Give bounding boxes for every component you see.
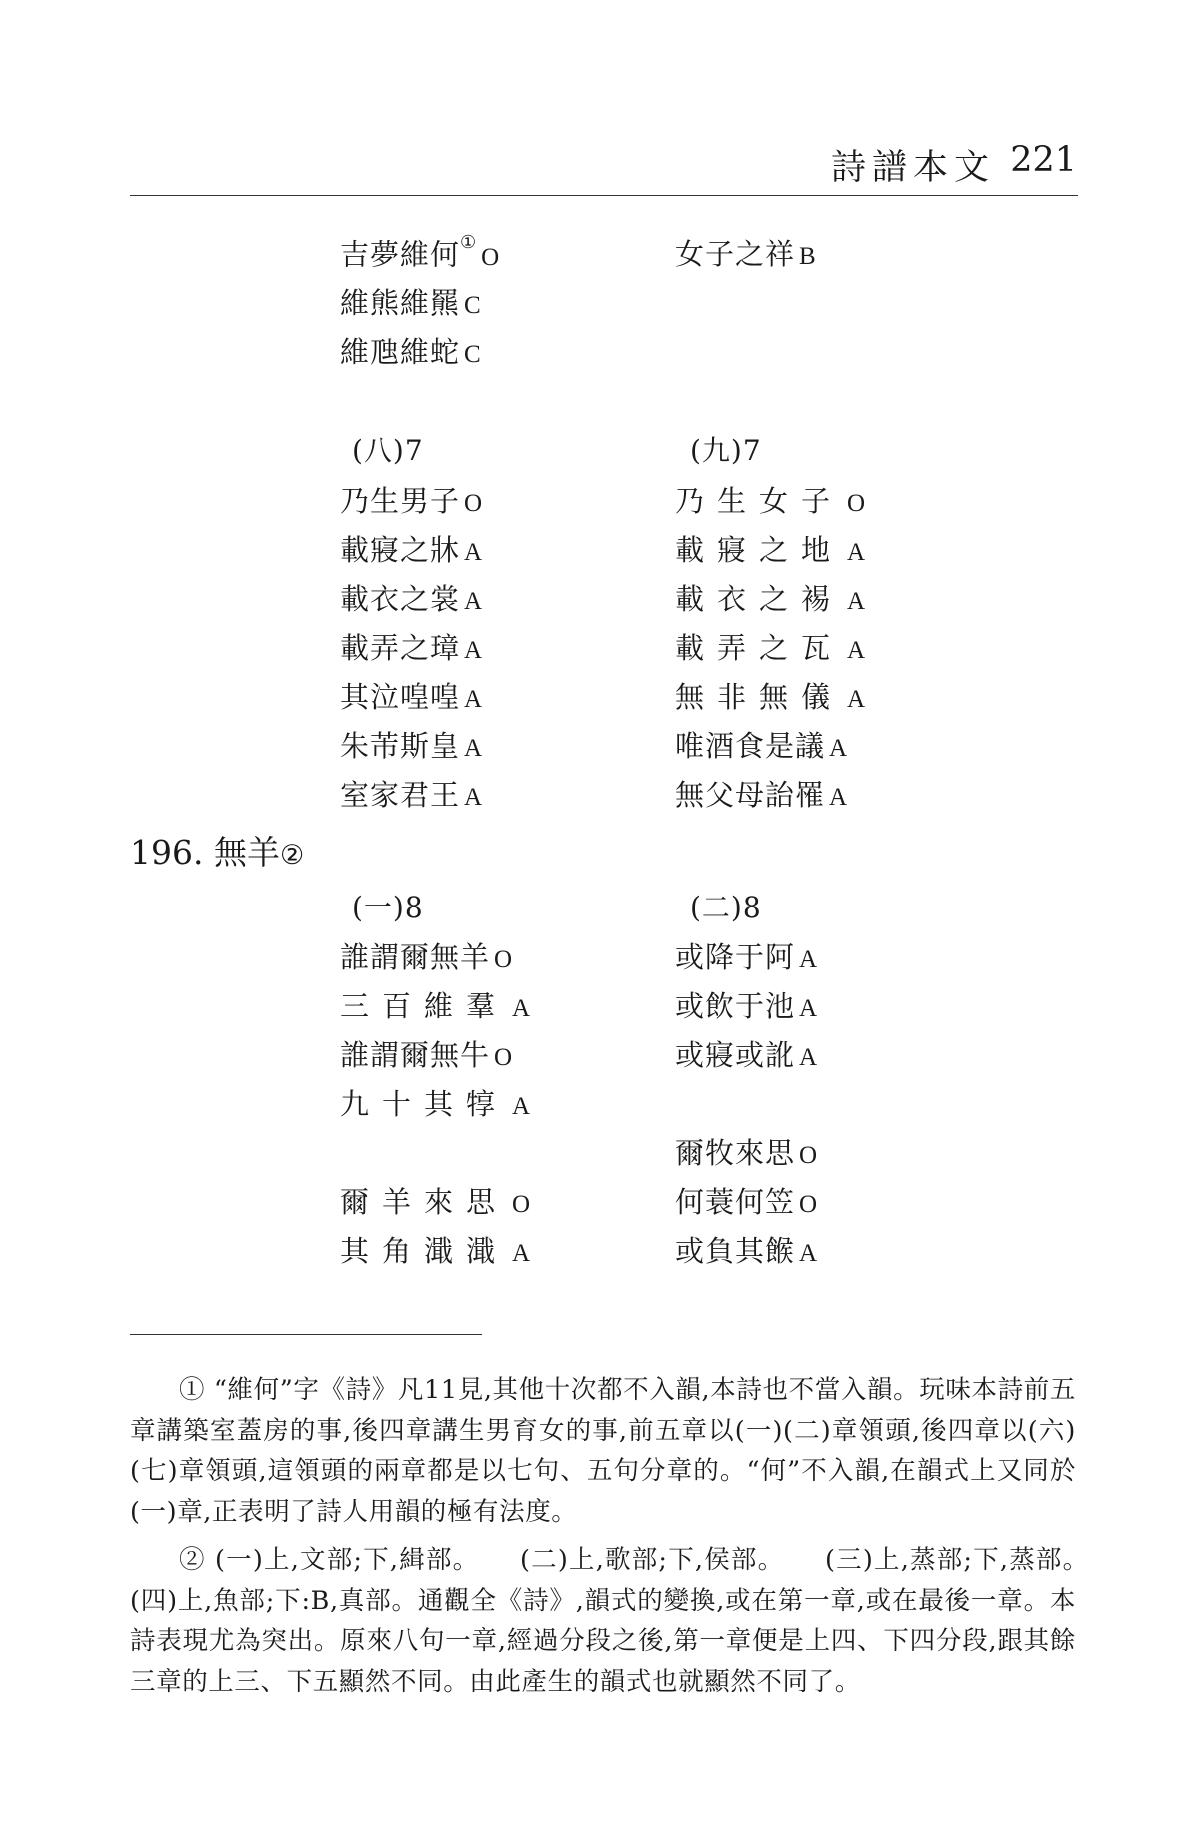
rhyme-mark: A	[464, 784, 484, 811]
poem-line	[340, 484, 484, 518]
poem-line	[340, 989, 531, 1023]
rhyme-mark: A	[464, 686, 484, 713]
line-text: 維熊維羆	[340, 286, 461, 320]
rhyme-mark: A	[799, 1044, 819, 1071]
rhyme-mark: O	[799, 1142, 819, 1169]
line-text: 吉夢維何	[340, 237, 461, 272]
footnote	[130, 1540, 1129, 1702]
poem-line	[340, 1038, 514, 1072]
rhyme-mark: A	[799, 995, 819, 1022]
poem-line	[675, 237, 817, 271]
poem-title	[130, 827, 304, 874]
stanza-heading: (八)7	[352, 434, 424, 467]
poem-line	[340, 335, 482, 369]
rhyme-mark: A	[829, 784, 849, 811]
poem-line	[340, 940, 514, 974]
rhyme-mark: A	[829, 735, 849, 762]
running-head-title: 詩譜本文	[830, 148, 995, 188]
poem-line	[675, 484, 866, 518]
stanza-heading: (九)7	[690, 434, 762, 467]
poem-line	[675, 729, 849, 763]
line-text: 九十其犉	[340, 1087, 509, 1121]
poem-line	[340, 582, 484, 616]
poem-line	[340, 631, 484, 665]
line-text: 載弄之瓦	[675, 631, 844, 665]
line-text: 朱芾斯皇	[340, 729, 461, 763]
poem-line	[675, 1234, 819, 1268]
poem-line	[675, 1038, 819, 1072]
footnote-text: (一)上,文部;下,緝部。 (二)上,歌部;下,侯部。 (三)上,蒸部;下,蒸部。 (四)上,魚部;下:B,真部。通觀全《詩》,韻式的變換,或在第一章,或在最後一章。本詩表現尤為突出。原來八句一章,經過分段之後,第一章便是上四、下四分段,跟其餘三章的上三、下五顯然不同。由此產生的韻式也就顯然不同了。	[130, 1545, 1129, 1697]
rhyme-mark: A	[464, 588, 484, 615]
poem-line	[340, 1087, 531, 1121]
rhyme-mark: A	[847, 539, 866, 566]
line-text: 乃生男子	[340, 484, 461, 518]
rhyme-mark: A	[799, 1240, 819, 1267]
poem-line	[675, 940, 819, 974]
line-text: 載衣之裼	[675, 582, 844, 616]
rhyme-mark: A	[512, 1240, 531, 1267]
footnote	[130, 1370, 1076, 1532]
footnote-ref: ②	[279, 840, 305, 871]
poem-title-text: 196. 無羊	[130, 833, 280, 872]
poem-line	[675, 533, 866, 567]
line-text: 或負其餱	[675, 1234, 796, 1268]
poem-line	[675, 582, 866, 616]
rhyme-mark: O	[494, 1044, 514, 1071]
footnote-rule	[130, 1334, 482, 1335]
line-text: 維虺維蛇	[340, 335, 461, 369]
rhyme-mark: A	[464, 735, 484, 762]
rhyme-mark: A	[464, 637, 484, 664]
rhyme-mark: B	[799, 243, 817, 270]
line-text: 其角濈濈	[340, 1234, 509, 1268]
line-text: 爾羊來思	[340, 1185, 509, 1219]
line-text: 載寢之地	[675, 533, 844, 567]
stanza-heading: (二)8	[690, 891, 762, 924]
poem-line	[340, 533, 484, 567]
line-text: 其泣喤喤	[340, 680, 461, 714]
footnote-marker: ②	[179, 1545, 206, 1575]
rhyme-mark: O	[494, 946, 514, 973]
rhyme-mark: O	[799, 1191, 819, 1218]
rhyme-mark: A	[847, 637, 866, 664]
line-text: 載衣之裳	[340, 582, 461, 616]
line-text: 爾牧來思	[675, 1136, 796, 1170]
footnotes	[130, 1370, 1129, 1702]
line-text: 或飲于池	[675, 989, 796, 1023]
poem-line	[675, 680, 866, 714]
rhyme-mark: A	[464, 539, 484, 566]
line-text: 唯酒食是議	[675, 729, 826, 763]
rhyme-mark: A	[799, 946, 819, 973]
line-text: 室家君王	[340, 778, 461, 812]
poem-line	[675, 1185, 819, 1219]
header-rule	[130, 195, 1078, 196]
rhyme-mark: A	[847, 686, 866, 713]
poem-line	[340, 286, 482, 320]
line-text: 無非無儀	[675, 680, 844, 714]
rhyme-mark: A	[512, 995, 531, 1022]
line-text: 三百維羣	[340, 989, 509, 1023]
rhyme-mark: O	[464, 490, 484, 517]
footnote-ref: ①	[460, 232, 478, 253]
rhyme-mark: C	[464, 292, 482, 319]
line-text: 乃生女子	[675, 484, 844, 518]
poem-line	[340, 1234, 531, 1268]
line-text: 或寢或訛	[675, 1038, 796, 1072]
line-text: 無父母詒罹	[675, 778, 826, 812]
poem-line	[340, 232, 501, 272]
poem-line	[340, 680, 484, 714]
footnote-marker: ①	[179, 1375, 206, 1405]
poem-line	[675, 631, 866, 665]
rhyme-mark: O	[481, 243, 501, 271]
rhyme-mark: C	[464, 341, 482, 368]
poem-line	[340, 1185, 531, 1219]
poem-line	[340, 778, 484, 812]
line-text: 何蓑何笠	[675, 1185, 796, 1219]
rhyme-mark: A	[847, 588, 866, 615]
line-text: 誰謂爾無牛	[340, 1038, 491, 1072]
poem-line	[340, 729, 484, 763]
stanza-heading: (一)8	[352, 891, 424, 924]
line-text: 載寢之牀	[340, 533, 461, 567]
poem-line	[675, 778, 849, 812]
line-text: 女子之祥	[675, 237, 796, 271]
line-text: 誰謂爾無羊	[340, 940, 491, 974]
rhyme-mark: A	[512, 1093, 531, 1120]
line-text: 載弄之璋	[340, 631, 461, 665]
footnote-text: “維何”字《詩》凡11見,其他十次都不入韻,本詩也不當入韻。玩味本詩前五章講築室蓋房的事,後四章講生男育女的事,前五章以(一)(二)章領頭,後四章以(六)(七)章領頭,這領頭的兩章都是以七句、五句分章的。“何”不入韻,在韻式上又同於(一)章,正表明了詩人用韻的極有法度。	[130, 1375, 1076, 1527]
poem-line	[675, 989, 819, 1023]
page-number: 221	[1010, 140, 1077, 180]
line-text: 或降于阿	[675, 940, 796, 974]
poem-line	[675, 1136, 819, 1170]
rhyme-mark: O	[512, 1191, 531, 1218]
rhyme-mark: O	[847, 490, 866, 517]
